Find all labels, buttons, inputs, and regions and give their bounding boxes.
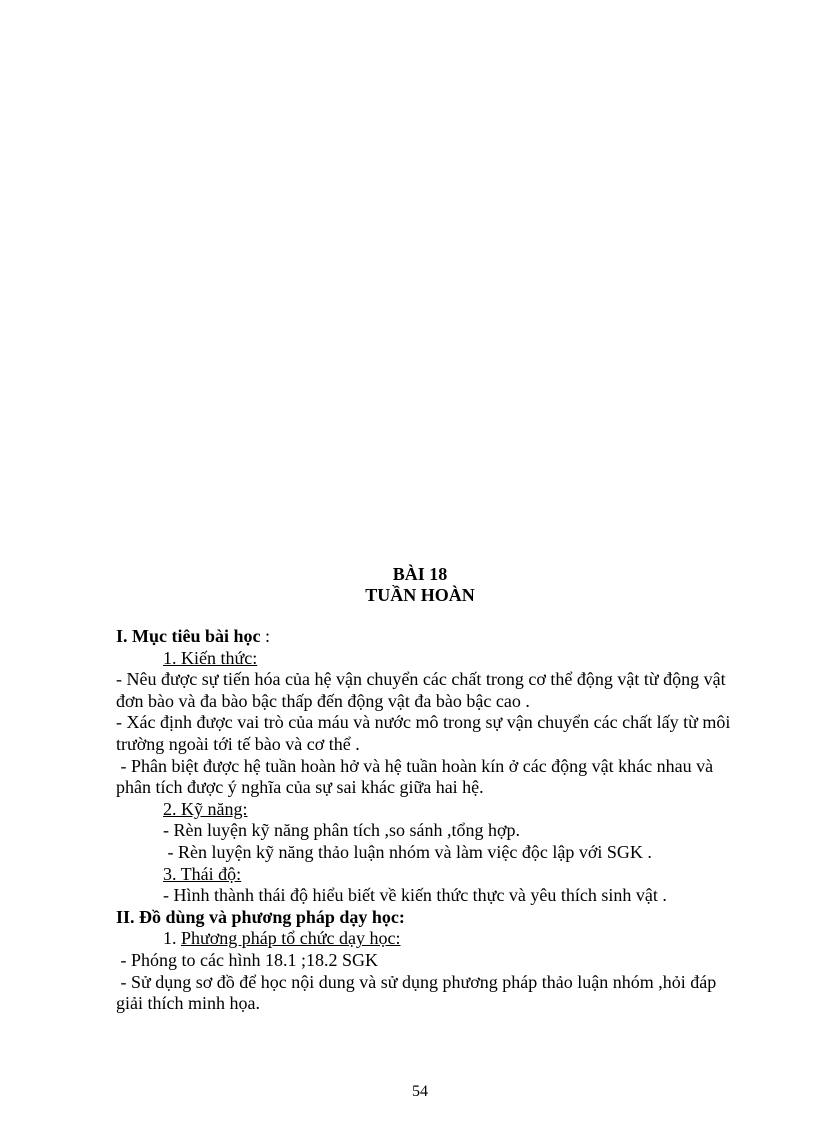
- skills-line: - Rèn luyện kỹ năng phân tích ,so sánh ,tổng hợp.: [163, 820, 520, 841]
- methods-line: - Sử dụng sơ đồ để học nội dung và sử dụng phương pháp thảo luận nhóm ,hỏi đáp: [116, 971, 717, 992]
- section-1-heading-text: I. Mục tiêu bài học: [116, 626, 261, 646]
- knowledge-line: trường ngoài tới tế bào và cơ thể .: [116, 733, 360, 754]
- section-2-heading: II. Đồ dùng và phương pháp dạy học:: [116, 906, 405, 927]
- knowledge-heading: 1. Kiến thức:: [163, 647, 258, 668]
- methods-heading: Phương pháp tổ chức dạy học:: [181, 928, 401, 949]
- knowledge-line: đơn bào và đa bào bậc thấp đến động vật đa bào bậc cao .: [116, 690, 530, 711]
- attitude-heading-row: [116, 864, 776, 886]
- skills-heading: 2. Kỹ năng:: [163, 798, 248, 819]
- methods-heading-row: [116, 928, 776, 950]
- lesson-title: TUẦN HOÀN: [365, 585, 475, 605]
- knowledge-line: - Nêu được sự tiến hóa của hệ vận chuyển các chất trong cơ thể động vật từ động vật: [116, 669, 726, 690]
- skills-line: - Rèn luyện kỹ năng thảo luận nhóm và làm việc độc lập với SGK .: [163, 841, 652, 862]
- knowledge-line: - Phân biệt được hệ tuần hoàn hở và hệ tuần hoàn kín ở các động vật khác nhau và: [116, 755, 714, 776]
- methods-line: - Phóng to các hình 18.1 ;18.2 SGK: [116, 949, 378, 970]
- page-number: 54: [412, 1083, 428, 1100]
- document-body: [116, 626, 776, 1015]
- skills-heading-row: [116, 799, 776, 821]
- section-1-heading-colon: :: [260, 626, 271, 646]
- knowledge-line: phân tích được ý nghĩa của sự sai khác giữa hai hệ.: [116, 777, 484, 798]
- methods-number: 1.: [163, 928, 181, 949]
- attitude-heading: 3. Thái độ:: [163, 863, 242, 884]
- methods-line: giải thích minh họa.: [116, 993, 260, 1014]
- lesson-number: BÀI 18: [392, 564, 448, 584]
- attitude-line: - Hình thành thái độ hiểu biết về kiến thức thực và yêu thích sinh vật .: [163, 885, 667, 906]
- section-1-heading: [116, 626, 776, 648]
- knowledge-line: - Xác định được vai trò của máu và nước mô trong sự vận chuyển các chất lấy từ môi: [116, 712, 731, 733]
- knowledge-heading-row: [116, 648, 776, 670]
